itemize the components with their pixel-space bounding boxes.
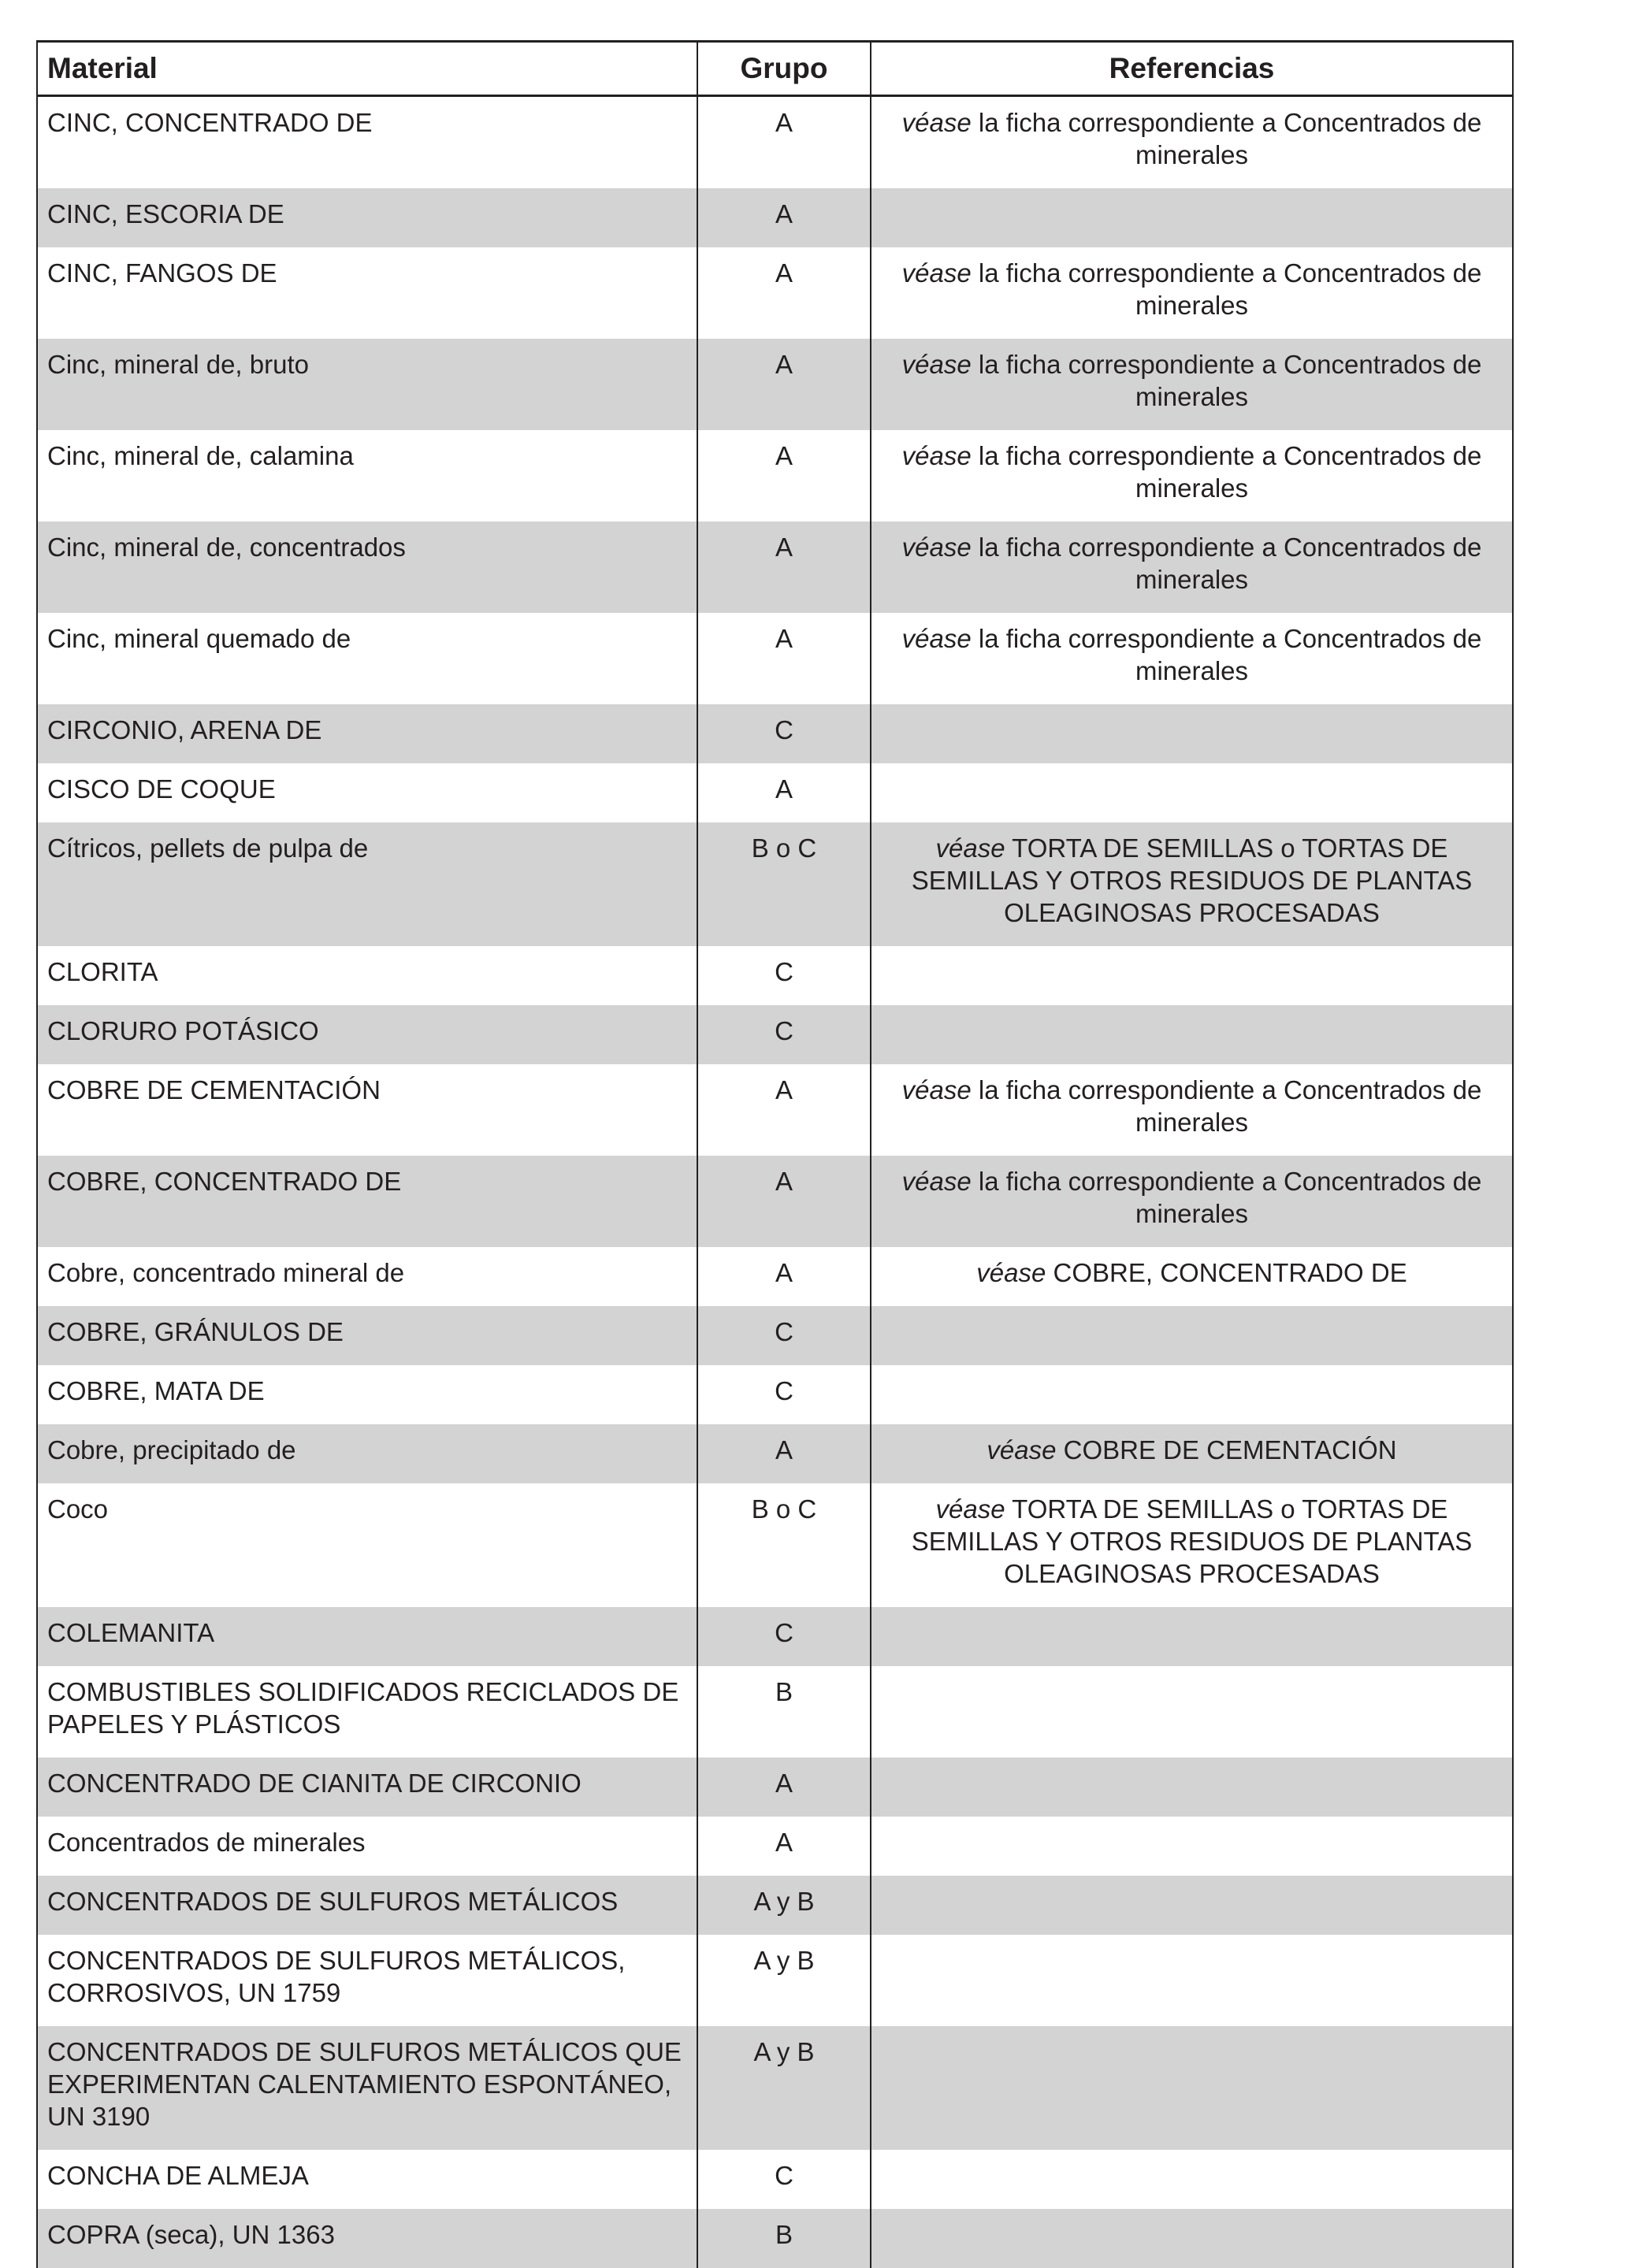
materials-table — [36, 40, 1514, 2268]
reference-text: la ficha correspondiente a Concentrados de minerales — [972, 441, 1482, 503]
cell-references — [871, 1247, 1513, 1306]
cell-group: A — [697, 188, 871, 247]
cell-group: C — [697, 946, 871, 1005]
reference-prefix: véase — [936, 833, 1005, 863]
cell-material: Cobre, concentrado mineral de — [37, 1247, 697, 1306]
cell-group: A — [697, 1064, 871, 1156]
reference-prefix: véase — [902, 1075, 972, 1104]
cell-material: COBRE DE CEMENTACIÓN — [37, 1064, 697, 1156]
cell-group: A — [697, 339, 871, 430]
table-row — [37, 188, 1513, 247]
cell-material: CINC, FANGOS DE — [37, 247, 697, 339]
table-row — [37, 1306, 1513, 1365]
cell-group: A — [697, 613, 871, 704]
cell-group: C — [697, 704, 871, 763]
cell-material: COBRE, MATA DE — [37, 1365, 697, 1424]
reference-prefix: véase — [902, 441, 972, 470]
reference-prefix: véase — [976, 1258, 1046, 1287]
reference-prefix: véase — [987, 1435, 1056, 1464]
cell-material: Coco — [37, 1483, 697, 1607]
table-row — [37, 704, 1513, 763]
cell-material: COPRA (seca), UN 1363 — [37, 2209, 697, 2268]
table-row — [37, 1483, 1513, 1607]
reference-prefix: véase — [936, 1494, 1005, 1524]
header-material: Material — [37, 42, 697, 96]
cell-references — [871, 1607, 1513, 1666]
cell-material: Cinc, mineral de, bruto — [37, 339, 697, 430]
table-row — [37, 2209, 1513, 2268]
cell-material: COLEMANITA — [37, 1607, 697, 1666]
cell-references — [871, 1876, 1513, 1935]
cell-references — [871, 2026, 1513, 2150]
cell-material: Cinc, mineral de, calamina — [37, 430, 697, 522]
cell-group: C — [697, 2150, 871, 2209]
reference-prefix: véase — [902, 108, 972, 137]
cell-group: B — [697, 1666, 871, 1758]
cell-group: C — [697, 1005, 871, 1064]
table-row — [37, 1876, 1513, 1935]
cell-group: A — [697, 430, 871, 522]
cell-material: Cinc, mineral quemado de — [37, 613, 697, 704]
table-row — [37, 1156, 1513, 1247]
reference-text: la ficha correspondiente a Concentrados de minerales — [972, 624, 1482, 685]
cell-group: A — [697, 247, 871, 339]
reference-prefix: véase — [902, 1167, 972, 1196]
reference-text: TORTA DE SEMILLAS o TORTAS DE SEMILLAS Y OTROS RESIDUOS DE PLANTAS OLEAGINOSAS PROCESADAS — [912, 833, 1473, 927]
cell-material: Concentrados de minerales — [37, 1817, 697, 1876]
cell-group: C — [697, 1607, 871, 1666]
cell-material: Cinc, mineral de, concentrados — [37, 522, 697, 613]
cell-material: CONCENTRADOS DE SULFUROS METÁLICOS QUE EXPERIMENTAN CALENTAMIENTO ESPONTÁNEO, UN 3190 — [37, 2026, 697, 2150]
table-row — [37, 1064, 1513, 1156]
cell-group: C — [697, 1365, 871, 1424]
cell-group: A — [697, 763, 871, 822]
table-row — [37, 522, 1513, 613]
table-row — [37, 339, 1513, 430]
cell-group: A — [697, 1758, 871, 1817]
reference-text: la ficha correspondiente a Concentrados de minerales — [972, 533, 1482, 594]
cell-references — [871, 2209, 1513, 2268]
cell-group: A — [697, 1817, 871, 1876]
reference-text: la ficha correspondiente a Concentrados de minerales — [972, 1075, 1482, 1137]
table-row — [37, 1247, 1513, 1306]
cell-material: COBRE, GRÁNULOS DE — [37, 1306, 697, 1365]
cell-references — [871, 1424, 1513, 1483]
cell-material: CONCHA DE ALMEJA — [37, 2150, 697, 2209]
cell-references — [871, 1306, 1513, 1365]
table-row — [37, 946, 1513, 1005]
cell-material: CLORURO POTÁSICO — [37, 1005, 697, 1064]
table-row — [37, 1935, 1513, 2026]
cell-material: CINC, ESCORIA DE — [37, 188, 697, 247]
cell-references — [871, 1005, 1513, 1064]
cell-material: CONCENTRADOS DE SULFUROS METÁLICOS — [37, 1876, 697, 1935]
cell-material: Cítricos, pellets de pulpa de — [37, 822, 697, 946]
cell-references — [871, 96, 1513, 189]
cell-group: A — [697, 522, 871, 613]
table-row — [37, 1424, 1513, 1483]
reference-text: COBRE, CONCENTRADO DE — [1046, 1258, 1406, 1287]
cell-references — [871, 1666, 1513, 1758]
cell-group: C — [697, 1306, 871, 1365]
reference-text: COBRE DE CEMENTACIÓN — [1056, 1435, 1396, 1464]
cell-references — [871, 522, 1513, 613]
cell-references — [871, 1064, 1513, 1156]
cell-group: A — [697, 96, 871, 189]
cell-material: CISCO DE COQUE — [37, 763, 697, 822]
cell-material: COMBUSTIBLES SOLIDIFICADOS RECICLADOS DE PAPELES Y PLÁSTICOS — [37, 1666, 697, 1758]
reference-prefix: véase — [902, 533, 972, 562]
cell-group: A — [697, 1156, 871, 1247]
cell-group: A y B — [697, 2026, 871, 2150]
table-row — [37, 1365, 1513, 1424]
table-row — [37, 2026, 1513, 2150]
table-row — [37, 1005, 1513, 1064]
reference-text: TORTA DE SEMILLAS o TORTAS DE SEMILLAS Y OTROS RESIDUOS DE PLANTAS OLEAGINOSAS PROCESADAS — [912, 1494, 1473, 1588]
cell-material: Cobre, precipitado de — [37, 1424, 697, 1483]
reference-text: la ficha correspondiente a Concentrados de minerales — [972, 258, 1482, 320]
cell-references — [871, 339, 1513, 430]
reference-text: la ficha correspondiente a Concentrados de minerales — [972, 108, 1482, 169]
header-group: Grupo — [697, 42, 871, 96]
table-row — [37, 1607, 1513, 1666]
cell-group: A — [697, 1247, 871, 1306]
cell-references — [871, 2150, 1513, 2209]
cell-references — [871, 763, 1513, 822]
cell-references — [871, 1156, 1513, 1247]
cell-material: CONCENTRADO DE CIANITA DE CIRCONIO — [37, 1758, 697, 1817]
table-body — [37, 96, 1513, 2268]
cell-group: B — [697, 2209, 871, 2268]
cell-references — [871, 1758, 1513, 1817]
cell-references — [871, 247, 1513, 339]
cell-references — [871, 430, 1513, 522]
cell-references — [871, 704, 1513, 763]
cell-references — [871, 1483, 1513, 1607]
cell-material: COBRE, CONCENTRADO DE — [37, 1156, 697, 1247]
cell-group: A y B — [697, 1876, 871, 1935]
table-row — [37, 1758, 1513, 1817]
cell-group: A — [697, 1424, 871, 1483]
cell-references — [871, 613, 1513, 704]
cell-references — [871, 188, 1513, 247]
cell-material: CONCENTRADOS DE SULFUROS METÁLICOS, CORROSIVOS, UN 1759 — [37, 1935, 697, 2026]
reference-prefix: véase — [902, 350, 972, 379]
table-row — [37, 96, 1513, 189]
header-references: Referencias — [871, 42, 1513, 96]
cell-group: A y B — [697, 1935, 871, 2026]
cell-references — [871, 1817, 1513, 1876]
cell-references — [871, 1935, 1513, 2026]
reference-text: la ficha correspondiente a Concentrados de minerales — [972, 350, 1482, 411]
header-row — [37, 42, 1513, 96]
table-row — [37, 2150, 1513, 2209]
table-row — [37, 1817, 1513, 1876]
cell-material: CIRCONIO, ARENA DE — [37, 704, 697, 763]
table-row — [37, 1666, 1513, 1758]
reference-prefix: véase — [902, 624, 972, 653]
cell-references — [871, 1365, 1513, 1424]
cell-references — [871, 822, 1513, 946]
table-row — [37, 613, 1513, 704]
table-row — [37, 763, 1513, 822]
table-row — [37, 430, 1513, 522]
cell-group: B o C — [697, 1483, 871, 1607]
cell-group: B o C — [697, 822, 871, 946]
cell-references — [871, 946, 1513, 1005]
reference-prefix: véase — [902, 258, 972, 288]
cell-material: CINC, CONCENTRADO DE — [37, 96, 697, 189]
table-row — [37, 247, 1513, 339]
table-row — [37, 822, 1513, 946]
cell-material: CLORITA — [37, 946, 697, 1005]
reference-text: la ficha correspondiente a Concentrados de minerales — [972, 1167, 1482, 1228]
